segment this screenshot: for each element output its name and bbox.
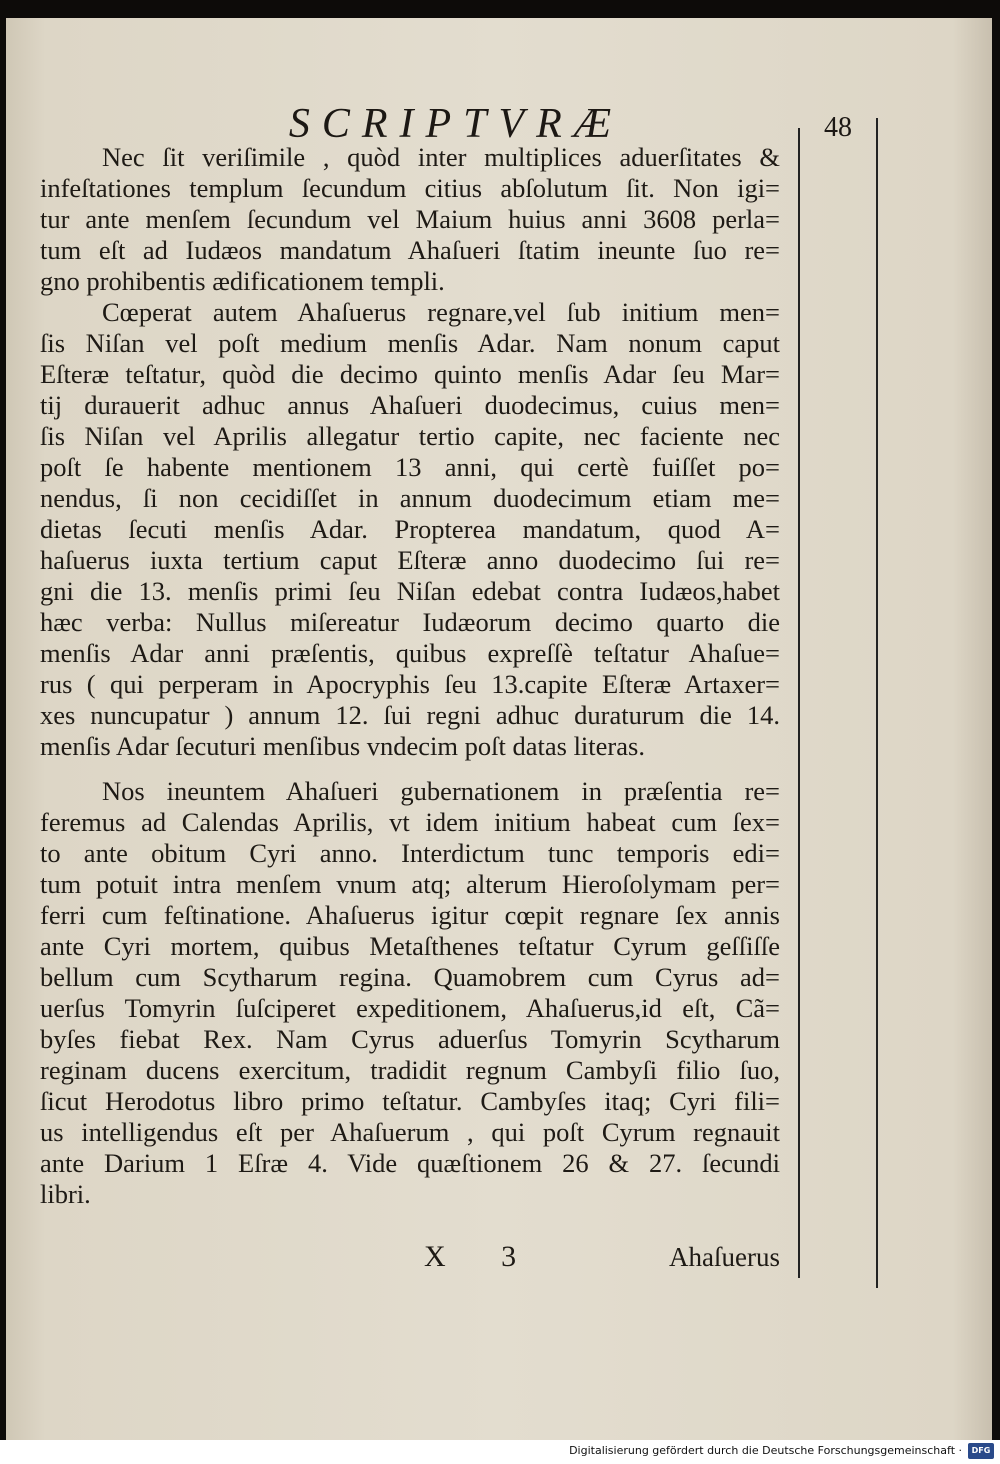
text-line: ſicut Herodotus libro primo teſtatur. Cambyſes itaq; Cyri fili=	[40, 1086, 780, 1116]
text-line: gno prohibentis ædificationem templi.	[40, 266, 445, 296]
text-line: uerſus Tomyrin ſuſciperet expeditionem, Ahaſuerus,id eſt, Cã=	[40, 993, 780, 1023]
catchword: Ahaſuerus	[669, 1242, 780, 1272]
margin-rule-right	[876, 118, 878, 1288]
text-line: tum potuit intra menſem vnum atq; alterum Hieroſolymam per=	[40, 869, 780, 899]
text-line: ferri cum feſtinatione. Ahaſuerus igitur cœpit regnare ſex annis	[40, 900, 780, 930]
text-line: nendus, ſi non cecidiſſet in annum duodecimum etiam me=	[40, 483, 780, 513]
text-line: tur ante menſem ſecundum vel Maium huius anni 3608 perla=	[40, 204, 780, 234]
text-line: bellum cum Scytharum regina. Quamobrem cum Cyrus ad=	[40, 962, 780, 992]
page-footer	[40, 1240, 780, 1280]
text-line: us intelligendus eſt per Ahaſuerum , qui poſt Cyrum regnauit	[40, 1117, 780, 1147]
dfg-logo: DFG	[968, 1443, 994, 1459]
funding-ribbon	[0, 1440, 1000, 1464]
text-line: ante Darium 1 Eſræ 4. Vide quæſtionem 26 & 27. ſecundi	[40, 1148, 780, 1178]
text-line: ſis Niſan vel poſt medium menſis Adar. Nam nonum caput	[40, 328, 780, 358]
text-line: Nec ſit veriſimile , quòd inter multiplices aduerſitates &	[102, 142, 780, 172]
text-line: rus ( qui perperam in Apocryphis ſeu 13.capite Eſteræ Artaxer=	[40, 669, 780, 699]
paragraph	[40, 142, 780, 297]
text-line: haſuerus iuxta tertium caput Eſteræ anno duodecimo ſui re=	[40, 545, 780, 575]
funding-text: Digitalisierung gefördert durch die Deutsche Forschungsgemeinschaft ·	[569, 1444, 962, 1457]
text-line: dietas ſecuti menſis Adar. Propterea mandatum, quod A=	[40, 514, 780, 544]
text-body	[40, 142, 780, 1210]
text-line: to ante obitum Cyri anno. Interdictum tunc temporis edi=	[40, 838, 780, 868]
text-line: menſis Adar ſecuturi menſibus vndecim poſt datas literas.	[40, 731, 645, 761]
page-number: 48	[824, 112, 852, 143]
text-line: hæc verba: Nullus miſereatur Iudæorum decimo quarto die	[40, 607, 780, 637]
text-line: Cœperat autem Ahaſuerus regnare,vel ſub initium men=	[102, 297, 780, 327]
signature-mark: X 3	[424, 1240, 541, 1273]
text-line: byſes fiebat Rex. Nam Cyrus aduerſus Tomyrin Scytharum	[40, 1024, 780, 1054]
paragraph-gap	[40, 762, 780, 776]
book-page	[6, 18, 992, 1440]
text-line: poſt ſe habente mentionem 13 anni, qui certè fuiſſet po=	[40, 452, 780, 482]
text-line: feremus ad Calendas Aprilis, vt idem initium habeat cum ſex=	[40, 807, 780, 837]
margin-rule-left	[798, 128, 800, 1278]
text-line: xes nuncupatur ) annum 12. ſui regni adhuc duraturum die 14.	[40, 700, 780, 730]
text-line: ante Cyri mortem, quibus Metaſthenes teſtatur Cyrum geſſiſſe	[40, 931, 780, 961]
paragraph	[40, 776, 780, 1210]
text-line: tum eſt ad Iudæos mandatum Ahaſueri ſtatim ineunte ſuo re=	[40, 235, 780, 265]
text-line: infeſtationes templum ſecundum citius abſolutum ſit. Non igi=	[40, 173, 780, 203]
text-line: Eſteræ teſtatur, quòd die decimo quinto menſis Adar ſeu Mar=	[40, 359, 780, 389]
paragraph	[40, 297, 780, 762]
running-head: SCRIPTVRÆ	[288, 101, 624, 147]
text-line: Nos ineuntem Ahaſueri gubernationem in præſentia re=	[102, 776, 780, 806]
text-line: ſis Niſan vel Aprilis allegatur tertio capite, nec faciente nec	[40, 421, 780, 451]
text-line: tij durauerit adhuc annus Ahaſueri duodecimus, cuius men=	[40, 390, 780, 420]
text-line: libri.	[40, 1179, 91, 1209]
text-line: reginam ducens exercitum, tradidit regnum Cambyſi filio ſuo,	[40, 1055, 780, 1085]
text-line: gni die 13. menſis primi ſeu Niſan edebat contra Iudæos,habet	[40, 576, 780, 606]
text-line: menſis Adar anni præſentis, quibus expreſſè teſtatur Ahaſue=	[40, 638, 780, 668]
